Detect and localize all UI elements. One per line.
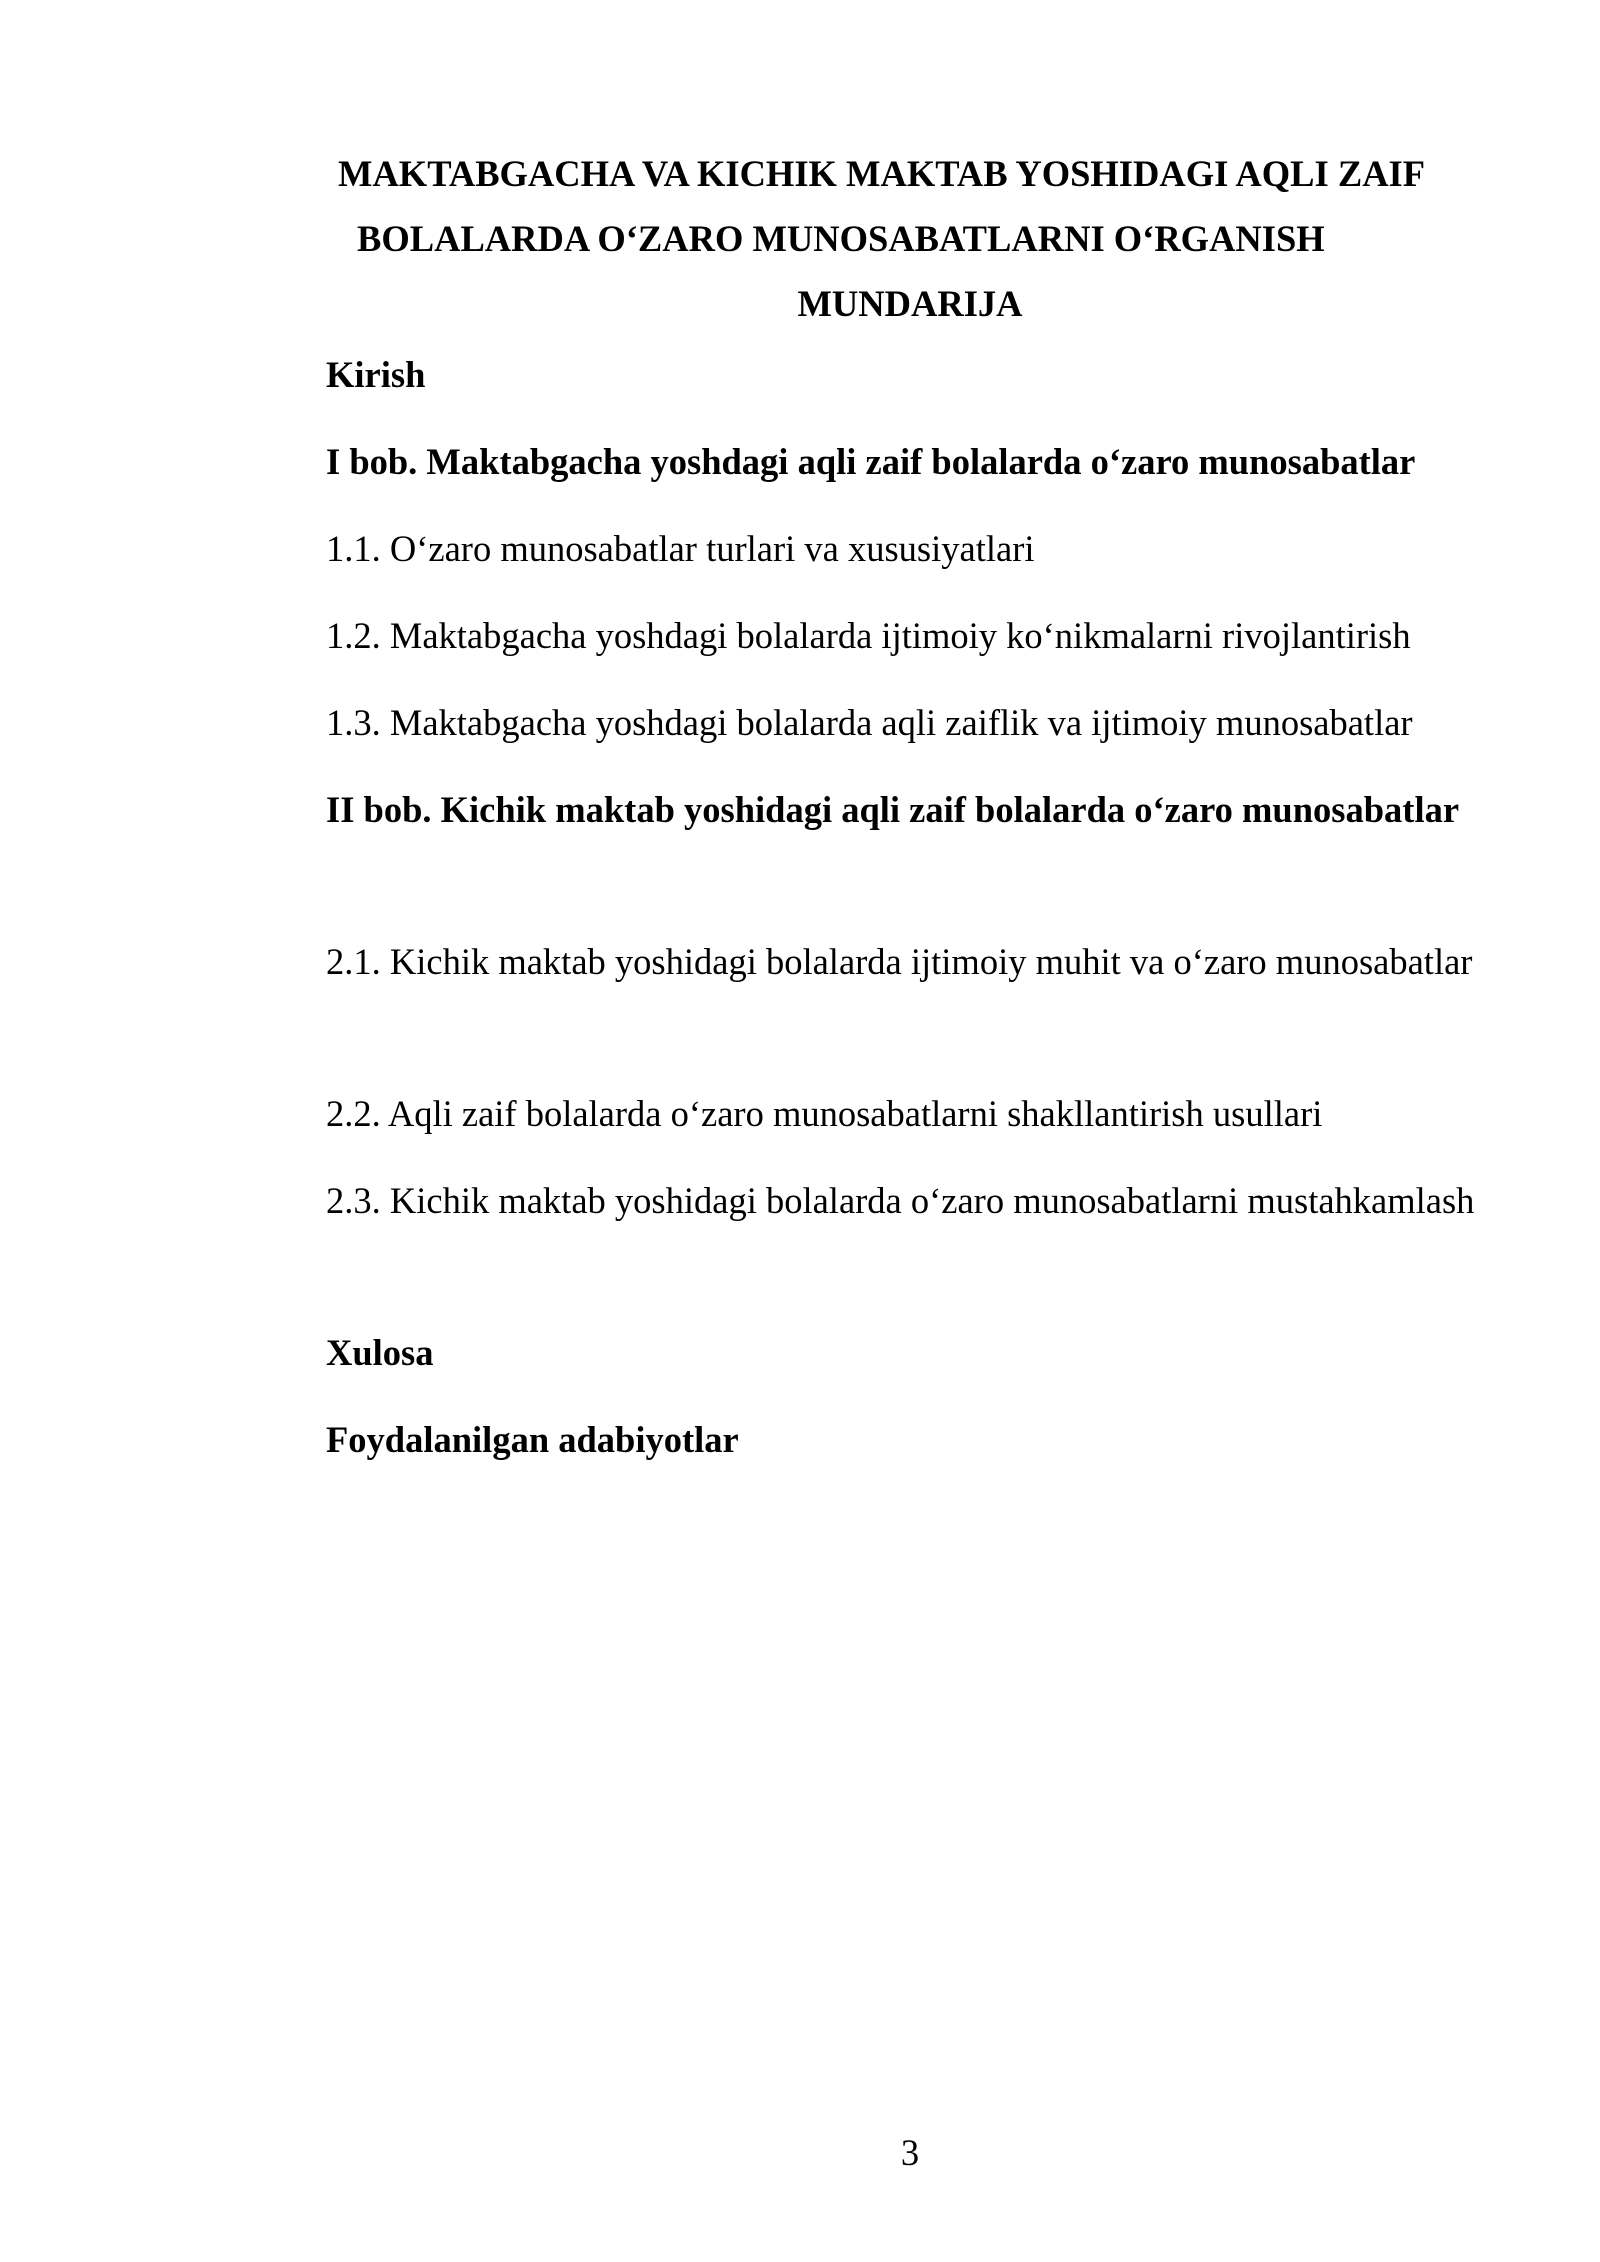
toc-entry-conclusion: Xulosa: [326, 1332, 434, 1373]
page-number: 3: [900, 2132, 920, 2173]
document-title-line-1: MAKTABGACHA VA KICHIK MAKTAB YOSHIDAGI AQLI ZAIF: [338, 153, 1426, 194]
toc-entry-chapter-2: II bob. Kichik maktab yoshidagi aqli zaif bolalarda o‘zaro munosabatlar: [326, 789, 1460, 830]
toc-entry-introduction: Kirish: [326, 354, 426, 395]
toc-entry-section-1-2: 1.2. Maktabgacha yoshdagi bolalarda ijtimoiy ko‘nikmalarni rivojlantirish: [326, 615, 1411, 656]
contents-heading: MUNDARIJA: [797, 283, 1023, 324]
toc-entry-section-2-1: 2.1. Kichik maktab yoshidagi bolalarda ijtimoiy muhit va o‘zaro munosabatlar: [326, 941, 1473, 982]
toc-entry-chapter-1: I bob. Maktabgacha yoshdagi aqli zaif bolalarda o‘zaro munosabatlar: [326, 441, 1416, 482]
toc-entry-references: Foydalanilgan adabiyotlar: [326, 1419, 739, 1460]
toc-entry-section-2-3: 2.3. Kichik maktab yoshidagi bolalarda o‘zaro munosabatlarni mustahkamlash: [326, 1180, 1475, 1221]
toc-entry-section-2-2: 2.2. Aqli zaif bolalarda o‘zaro munosabatlarni shakllantirish usullari: [326, 1093, 1323, 1134]
document-title-line-2: BOLALARDA O‘ZARO MUNOSABATLARNI O‘RGANISH: [357, 218, 1325, 259]
toc-entry-section-1-1: 1.1. O‘zaro munosabatlar turlari va xususiyatlari: [326, 528, 1035, 569]
toc-entry-section-1-3: 1.3. Maktabgacha yoshdagi bolalarda aqli zaiflik va ijtimoiy munosabatlar: [326, 702, 1413, 743]
